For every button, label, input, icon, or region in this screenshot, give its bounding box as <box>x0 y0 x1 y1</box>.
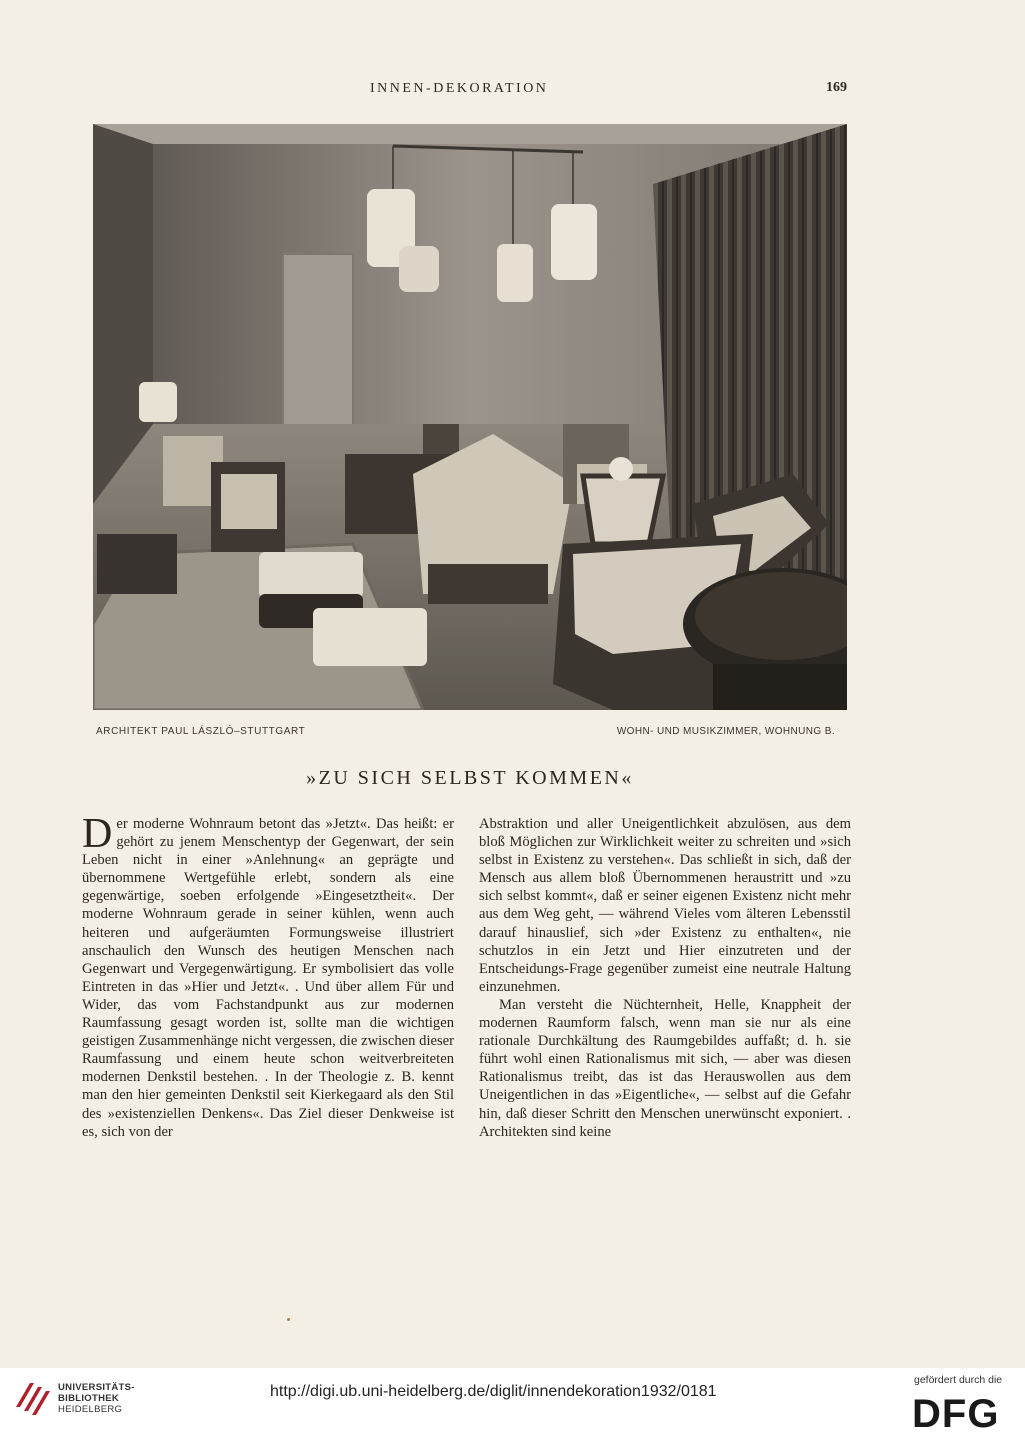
text-column-left <box>82 811 454 1141</box>
library-line: UNIVERSITÄTS- <box>58 1382 135 1393</box>
paragraph-text: er moderne Wohnraum betont das »Jetzt«. Das heißt: er gehört zu jenem Menschentyp der Gegenwart, der sein Leben nicht in einer »Anlehnung« an geprägte und übernommene Wertgefühle erlebt, sondern als eine gegenwärtige, soeben erfolgende »Eingesetztheit«. Der moderne Wohnraum gerade in seiner kühlen, wenn auch heiteren und aufgeräumten Formungsweise illustriert anschaulich den Wunsch des heutigen Menschen nach Gegenwart und Vergegenwärtigung. Er symbolisiert das volle Eintreten in das »Hier und Jetzt«. . Und über allem Für und Wider, das vom Fachstandpunkt aus zur modernen Raumfassung gesagt worden ist, sollte man die wichtigen geistigen Zusammenhänge nicht vergessen, die zwischen dieser Raumfassung und einem heute schon weitverbreiteten modernen Denkstil bestehen. . In der Theologie z. B. kennt man den hier gemeinten Denkstil seit Kierkegaard als den Stil des »existenziellen Denkens«. Das Ziel dieser Denkweise ist es, sich von der <box>82 816 454 1140</box>
drop-cap: D <box>82 811 113 857</box>
funding-note: gefördert durch die <box>914 1374 1003 1386</box>
permalink-url[interactable]: http://digi.ub.uni-heidelberg.de/diglit/innendekoration1932/0181 <box>270 1383 717 1400</box>
library-line: BIBLIOTHEK <box>58 1393 120 1404</box>
living-room-photo-illustration <box>93 124 847 710</box>
dfg-logo: DFG <box>912 1392 1000 1436</box>
photo-caption: WOHN- UND MUSIKZIMMER, WOHNUNG B. <box>616 726 835 737</box>
interior-photograph <box>93 124 847 710</box>
library-logo-icon <box>12 1377 52 1417</box>
paragraph: Abstraktion und aller Uneigentlichkeit abzulösen, aus dem bloß Möglichen zur Wirklichkeit weiter zu schreiten und »sich selbst in Existenz zu verstehen«. Das schließt in sich, daß der Mensch aus allem bloß Übernommenen heraustritt und »zu sich selbst kommt«, daß er seiner eigenen Existenz nicht mehr aus dem Weg geht, — während Vieles vom älteren Lebensstil darauf hinauslief, sich »der Existenz zu enthalten«, nie schutzlos in ein Jetzt und Hier einzutreten und der Entscheidungs-Frage gegenüber zumeist eine neutrale Haltung einzunehmen. <box>479 816 851 995</box>
paragraph: Man versteht die Nüchternheit, Helle, Knappheit der modernen Raumform falsch, wenn man sie nur als eine rationale Durchkältung des Raumgebildes auffaßt; d. h. sie führt wohl einen Rationalismus mit sich, — aber was diesen Rationalismus treibt, das ist das Herauswollen aus dem Uneigentlichen in das »Eigentliche«, — selbst auf die Gefahr hin, daß dieser Schritt den Menschen unerwünscht exponiert. . Architekten sind keine <box>479 996 851 1140</box>
library-line: HEIDELBERG <box>58 1404 123 1415</box>
viewer-footer <box>0 1368 1025 1440</box>
article-title: »ZU SICH SELBST KOMMEN« <box>306 767 634 789</box>
running-title: INNEN-DEKORATION <box>370 81 549 96</box>
paragraph <box>82 811 454 1141</box>
text-column-right <box>479 815 851 1141</box>
print-speck <box>287 1318 290 1321</box>
page-number: 169 <box>826 80 847 95</box>
library-name <box>58 1382 135 1415</box>
photo-credit: ARCHITEKT PAUL LÁSZLÓ–STUTTGART <box>96 726 306 737</box>
